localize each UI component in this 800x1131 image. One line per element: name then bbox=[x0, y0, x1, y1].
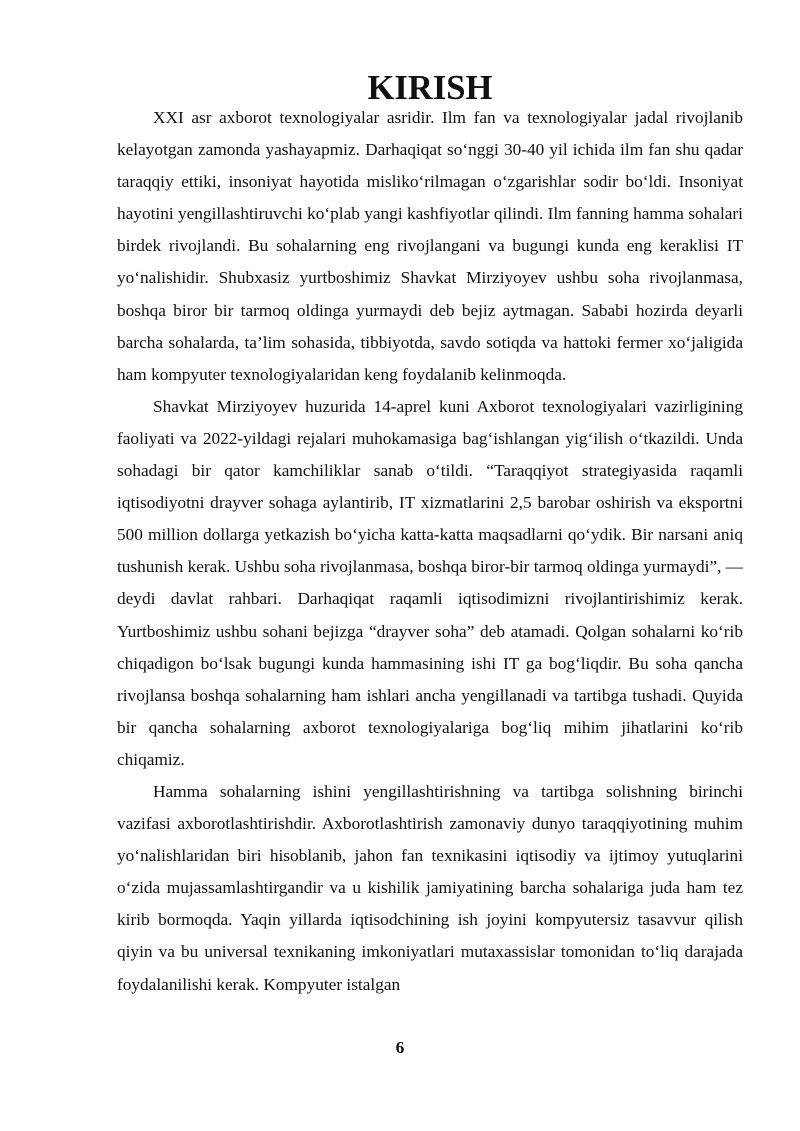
page-title: KIRISH bbox=[367, 69, 493, 107]
paragraph-intro: XXI asr axborot texnologiyalar asridir. Ilm fan va texnologiyalar jadal rivojlanib kelayotgan zamonda yashayapmiz. Darhaqiqat so‘nggi 30-40 yil ichida ilm fan shu qadar taraqqiy ettiki, insoniyat hayotida misliko‘rilmagan o‘zgarishlar sodir bo‘ldi. Insoniyat hayotini yengillashtiruvchi ko‘plab yangi kashfiyotlar qilindi. Ilm fanning hamma sohalari birdek rivojlandi. Bu sohalarning eng rivojlangani va bugungi kunda eng keraklisi IT yo‘nalishidir. Shubxasiz yurtboshimiz Shavkat Mirziyoyev ushbu soha rivojlanmasa, boshqa biror bir tarmoq oldinga yurmaydi deb bejiz aytmagan. Sababi hozirda deyarli barcha sohalarda, ta’lim sohasida, tibbiyotda, savdo sotiqda va hattoki fermer xo‘jaligida ham kompyuter texnologiyalaridan keng foydalanib kelinmoqda. bbox=[117, 108, 743, 384]
page-number: 6 bbox=[395, 1038, 405, 1057]
paragraph-meeting: Shavkat Mirziyoyev huzurida 14-aprel kuni Axborot texnologiyalari vazirligining faoliyati va 2022-yildagi rejalari muhokamasiga bag‘ishlangan yig‘ilish o‘tkazildi. Unda sohadagi bir qator kamchiliklar sanab o‘tildi. “Taraqqiyot strategiyasida raqamli iqtisodiyotni drayver sohaga aylantirib, IT xizmatlarini 2,5 barobar oshirish va eksportni 500 million dollarga yetkazish bo‘yicha katta-katta maqsadlarni qo‘ydik. Bir narsani aniq tushunish kerak. Ushbu soha rivojlanmasa, boshqa biror-bir tarmoq oldinga yurmaydi”, — deydi davlat rahbari. Darhaqiqat raqamli iqtisodimizni rivojlantirishimiz kerak. Yurtboshimiz ushbu sohani bejizga “drayver soha” deb atamadi. Qolgan sohalarni ko‘rib chiqadigon bo‘lsak bugungi kunda hammasining ishi IT ga bog‘liqdir. Bu soha qancha rivojlansa boshqa sohalarning ham ishlari ancha yengillanadi va tartibga tushadi. Quyida bir qancha sohalarning axborot texnologiyalariga bog‘liq mihim jihatlarini ko‘rib chiqamiz. bbox=[117, 396, 743, 769]
document-page bbox=[117, 69, 743, 1001]
paragraph-informatization: Hamma sohalarning ishini yengillashtirishning va tartibga solishning birinchi vazifasi axborotlashtirishdir. Axborotlashtirish zamonaviy dunyo taraqqiyotining muhim yo‘nalishlaridan biri hisoblanib, jahon fan texnikasini iqtisodiy va ijtimoy yutuqlarini o‘zida mujassamlashtirgandir va u kishilik jamiyatining barcha sohalariga juda ham tez kirib bormoqda. Yaqin yillarda iqtisodchining ish joyini kompyutersiz tasavvur qilish qiyin va bu universal texnikaning imkoniyatlari mutaxassislar tomonidan to‘liq darajada foydalanilishi kerak. Kompyuter istalgan bbox=[117, 781, 743, 994]
